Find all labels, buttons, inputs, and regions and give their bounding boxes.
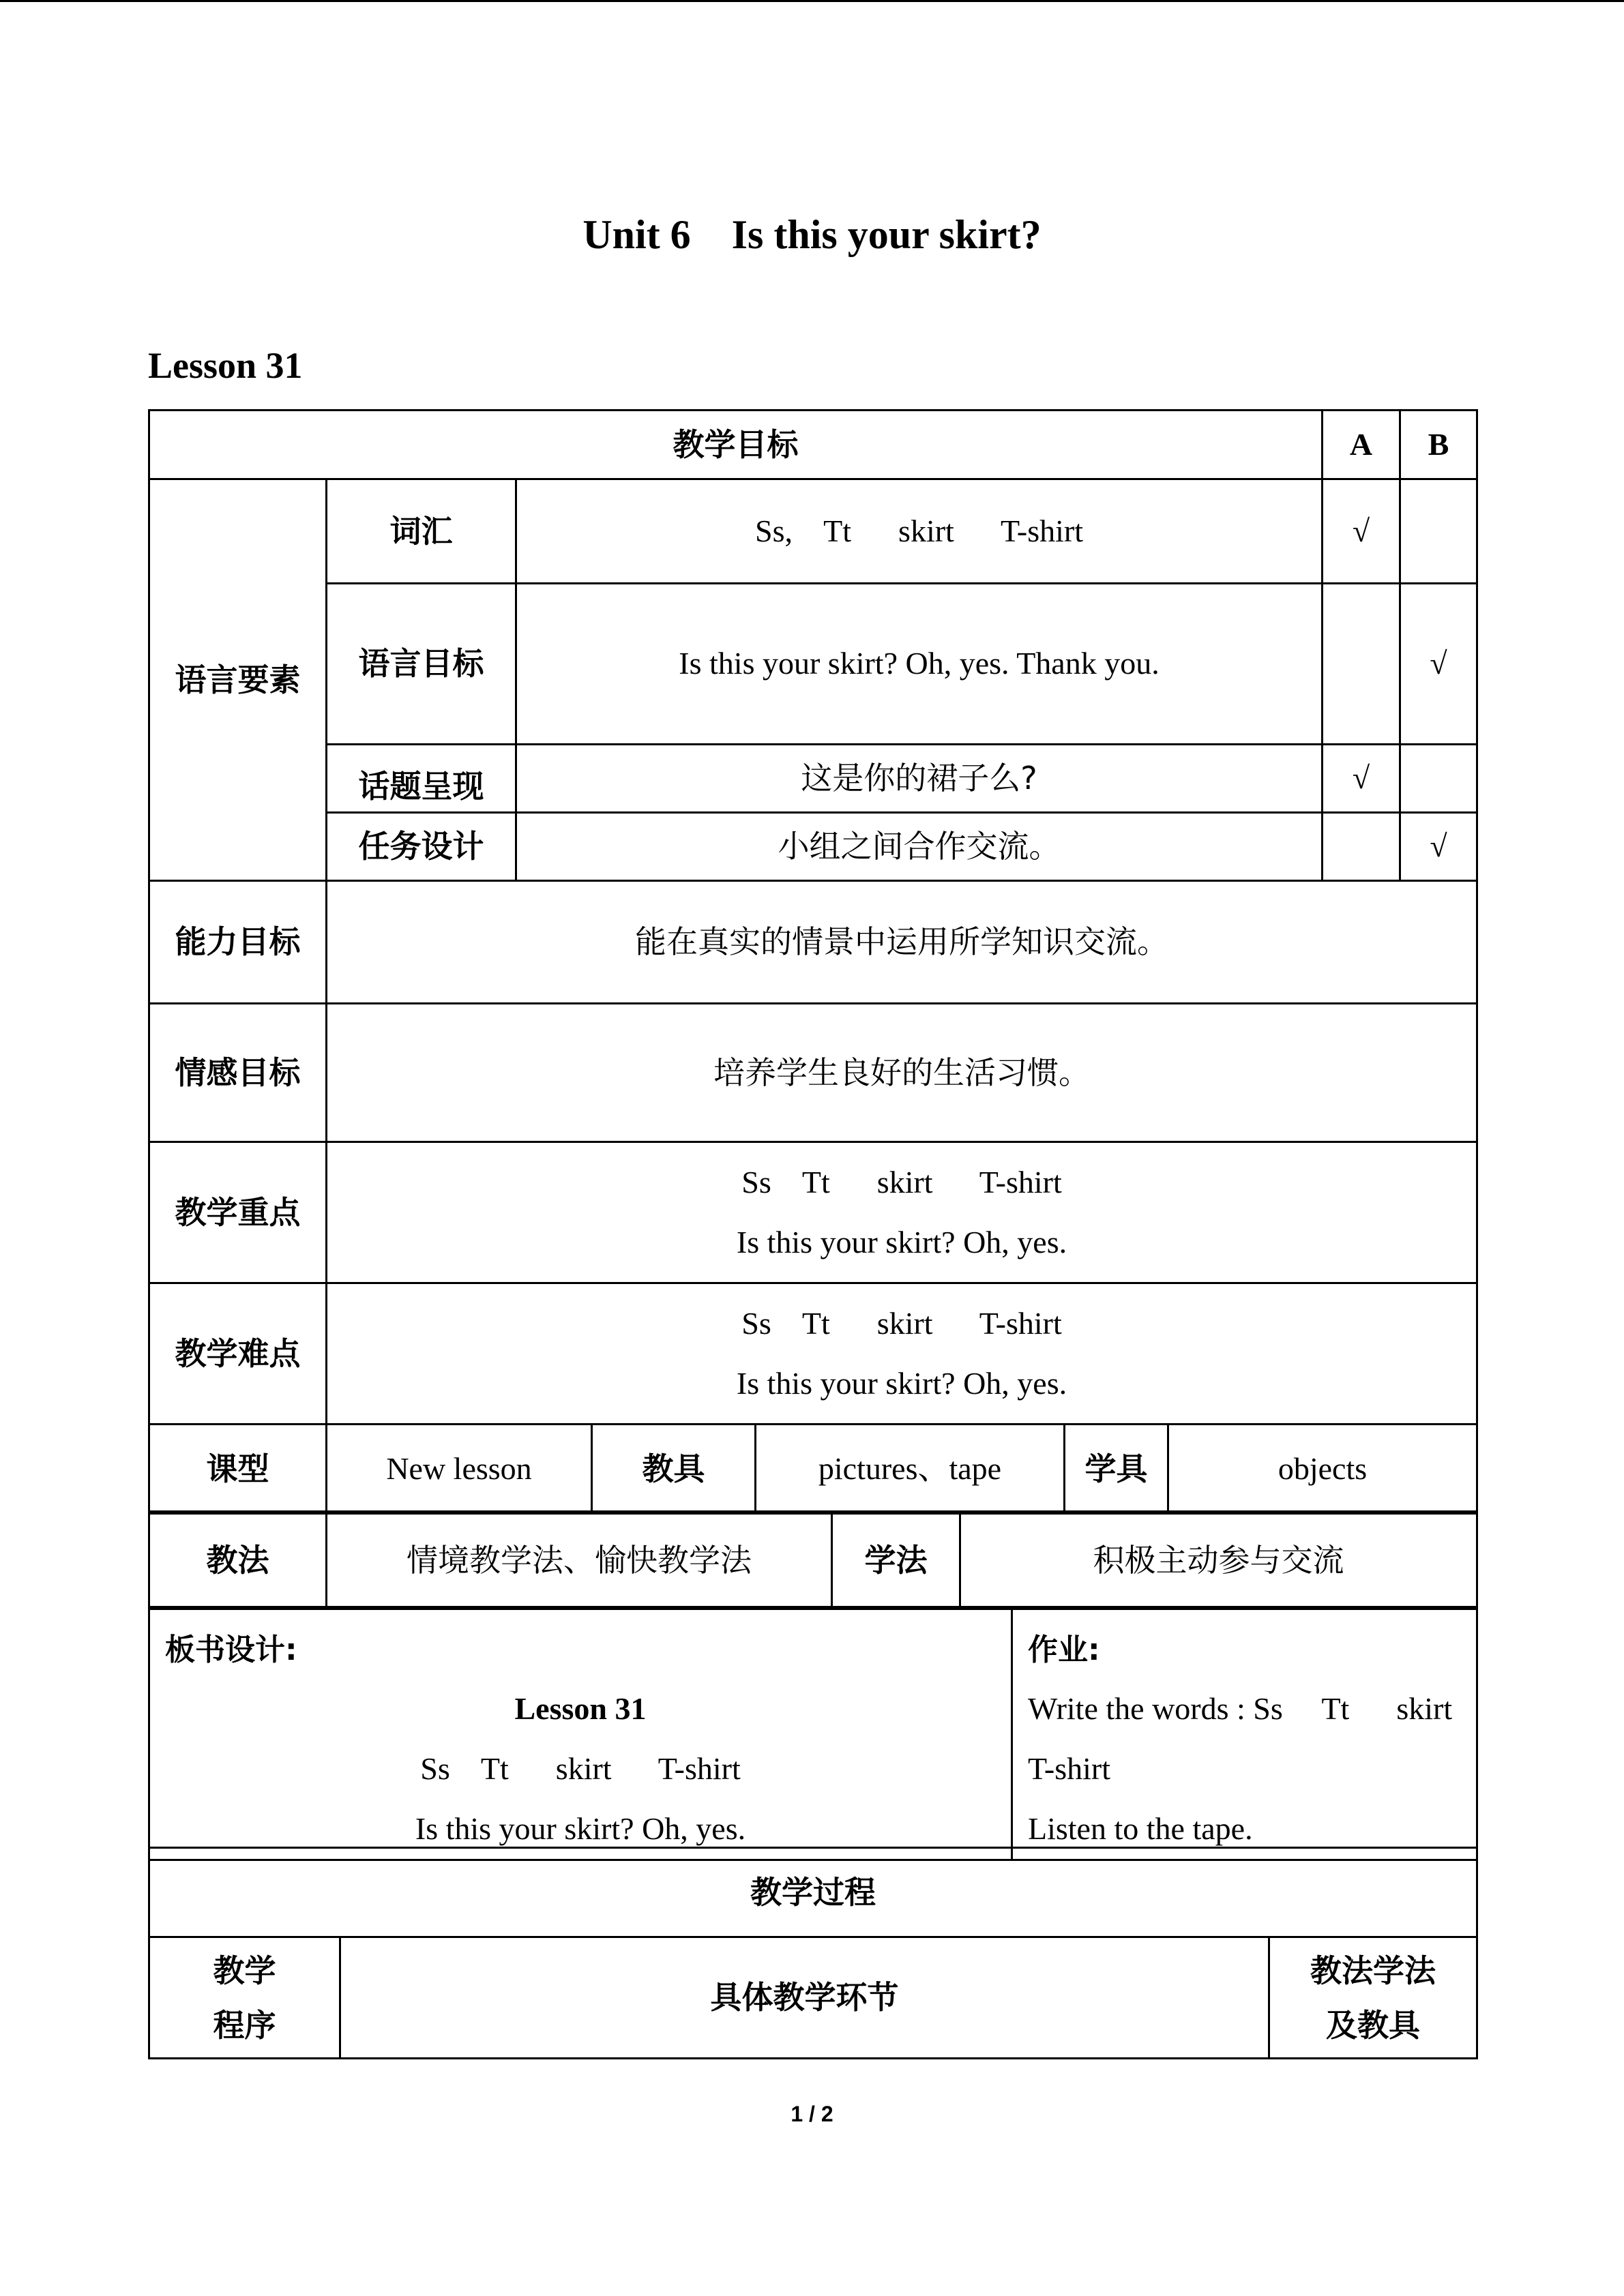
difficulty-line-1: Ss Tt skirt T-shirt xyxy=(741,1306,1062,1341)
task-content: 小组之间合作交流。 xyxy=(516,813,1323,881)
teaching-focus-label: 教学重点 xyxy=(149,1142,327,1283)
board-homework-table xyxy=(148,1606,1478,1861)
teaching-difficulty-content xyxy=(327,1283,1477,1425)
topic-content: 这是你的裙子么? xyxy=(516,745,1323,813)
homework-label: 作业: xyxy=(1028,1632,1100,1667)
board-design-cell xyxy=(149,1607,1012,1860)
teaching-method-value: 情境教学法、愉快教学法 xyxy=(327,1512,832,1609)
homework-line-2: T-shirt xyxy=(1028,1751,1110,1786)
process-title: 教学过程 xyxy=(149,1848,1477,1937)
student-tools-value: objects xyxy=(1168,1425,1477,1514)
learning-method-label: 学法 xyxy=(832,1512,960,1609)
process-table xyxy=(148,1847,1478,2059)
emotion-goal-content: 培养学生良好的生活习惯。 xyxy=(327,1004,1477,1142)
topic-b-check xyxy=(1400,745,1477,813)
homework-line-3: Listen to the tape. xyxy=(1028,1811,1253,1846)
emotion-goal-label: 情感目标 xyxy=(149,1004,327,1142)
board-line-2: Is this your skirt? Oh, yes. xyxy=(415,1811,746,1846)
goals-table xyxy=(148,409,1478,1425)
teaching-tools-label: 教具 xyxy=(592,1425,756,1514)
teaching-difficulty-label: 教学难点 xyxy=(149,1283,327,1425)
topic-a-check: √ xyxy=(1323,745,1400,813)
teaching-tools-value: pictures、tape xyxy=(756,1425,1065,1514)
board-line-1: Ss Tt skirt T-shirt xyxy=(420,1751,741,1786)
process-step-line-1: 教学 xyxy=(213,1952,276,1989)
task-a-check xyxy=(1323,813,1400,881)
column-a-header: A xyxy=(1323,411,1400,479)
homework-line-1: Write the words : Ss Tt skirt xyxy=(1028,1691,1453,1726)
ability-goal-content: 能在真实的情景中运用所学知识交流。 xyxy=(327,881,1477,1004)
page-number: 1 / 2 xyxy=(791,2102,833,2126)
teaching-method-label: 教法 xyxy=(149,1512,327,1609)
task-b-check: √ xyxy=(1400,813,1477,881)
vocab-content: Ss, Tt skirt T-shirt xyxy=(516,479,1323,584)
page-title: Unit 6 Is this your skirt? xyxy=(582,212,1042,257)
language-goal-b-check: √ xyxy=(1400,584,1477,745)
process-step-header xyxy=(149,1937,340,2059)
lesson-heading: Lesson 31 xyxy=(148,345,303,386)
goals-header: 教学目标 xyxy=(149,411,1323,479)
teaching-focus-content xyxy=(327,1142,1477,1283)
vocab-label: 词汇 xyxy=(327,479,516,584)
homework-cell xyxy=(1012,1607,1477,1860)
vocab-a-check: √ xyxy=(1323,479,1400,584)
language-elements-label: 语言要素 xyxy=(149,479,327,881)
language-goal-content: Is this your skirt? Oh, yes. Thank you. xyxy=(516,584,1323,745)
column-b-header: B xyxy=(1400,411,1477,479)
lesson-type-label: 课型 xyxy=(149,1425,327,1514)
process-method-line-1: 教法学法 xyxy=(1310,1952,1436,1989)
language-goal-a-check xyxy=(1323,584,1400,745)
focus-line-2: Is this your skirt? Oh, yes. xyxy=(736,1225,1067,1259)
task-label: 任务设计 xyxy=(327,813,516,881)
lesson-type-table xyxy=(148,1423,1478,1515)
vocab-b-check xyxy=(1400,479,1477,584)
language-goal-label: 语言目标 xyxy=(327,584,516,745)
learning-method-value: 积极主动参与交流 xyxy=(960,1512,1477,1609)
methods-table xyxy=(148,1510,1478,1610)
student-tools-label: 学具 xyxy=(1065,1425,1168,1514)
process-method-line-2: 及教具 xyxy=(1326,2006,1420,2044)
process-method-header xyxy=(1269,1937,1477,2059)
process-step-line-2: 程序 xyxy=(213,2006,276,2044)
difficulty-line-2: Is this your skirt? Oh, yes. xyxy=(736,1366,1067,1401)
ability-goal-label: 能力目标 xyxy=(149,881,327,1004)
top-border-line xyxy=(0,0,1624,2)
process-detail-header: 具体教学环节 xyxy=(340,1937,1269,2059)
topic-label: 话题呈现 xyxy=(327,745,516,813)
lesson-type-value: New lesson xyxy=(327,1425,592,1514)
board-design-label: 板书设计: xyxy=(165,1632,297,1667)
board-title: Lesson 31 xyxy=(514,1691,647,1726)
focus-line-1: Ss Tt skirt T-shirt xyxy=(741,1165,1062,1199)
